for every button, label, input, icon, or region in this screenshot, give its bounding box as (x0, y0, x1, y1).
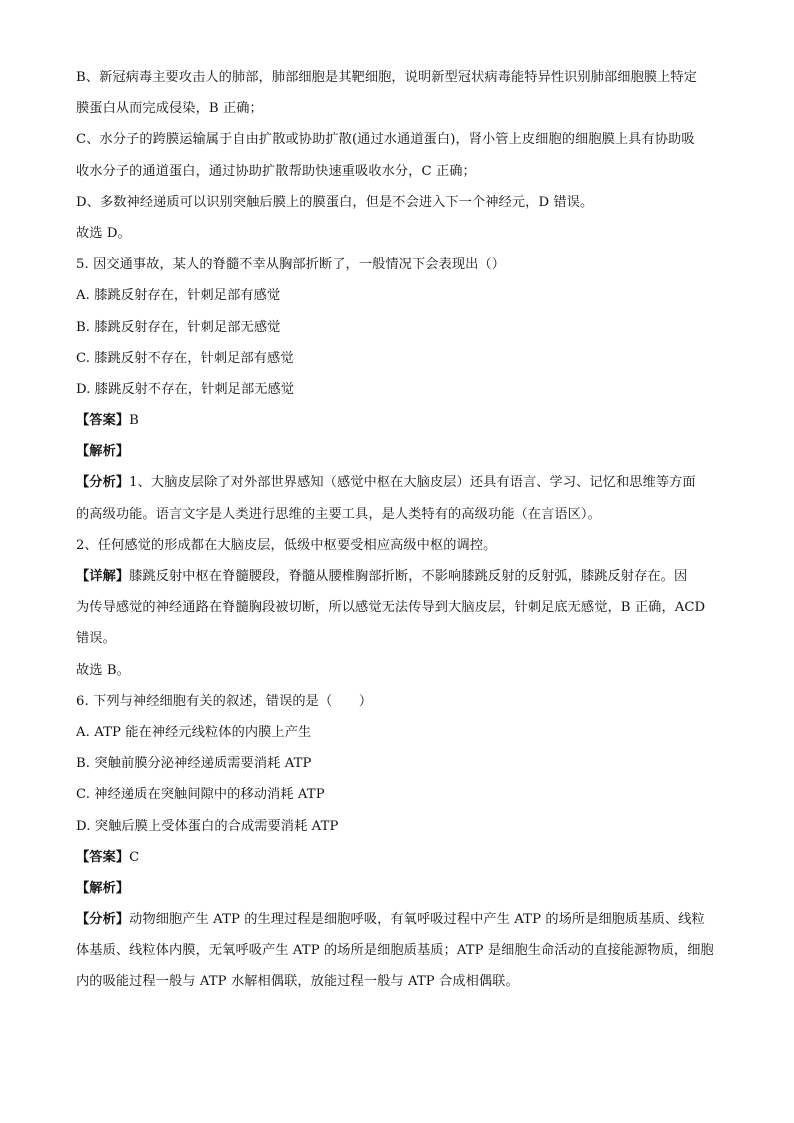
text-line (76, 779, 726, 810)
section-tag: 【分析】 (76, 475, 130, 491)
text-line (76, 966, 726, 997)
line-text: D. 突触后膜上受体蛋白的合成需要消耗 ATP (76, 818, 339, 834)
text-line (76, 842, 726, 873)
line-text: 膝跳反射中枢在脊髓腰段，脊髓从腰椎胸部折断，不影响膝跳反射的反射弧，膝跳反射存在。因 (129, 569, 688, 584)
text-line (76, 904, 726, 935)
text-line (76, 717, 726, 748)
line-text: 故选 B。 (76, 662, 130, 678)
text-line (76, 623, 726, 654)
text-line (76, 436, 726, 467)
text-line (76, 312, 726, 343)
line-text: 内的吸能过程一般与 ATP 水解相偶联，放能过程一般与 ATP 合成相偶联。 (76, 974, 519, 990)
line-text: 6. 下列与神经细胞有关的叙述，错误的是（ ） (76, 693, 373, 709)
text-line (76, 374, 726, 405)
document-page (76, 62, 726, 998)
line-text: A. 膝跳反射存在，针刺足部有感觉 (76, 288, 281, 304)
text-line (76, 935, 726, 966)
text-line (76, 124, 726, 155)
text-line (76, 280, 726, 311)
text-line (76, 499, 726, 530)
section-tag: 【答案】 (76, 413, 130, 429)
text-line (76, 218, 726, 249)
text-line (76, 873, 726, 904)
line-text: 体基质、线粒体内膜，无氧呼吸产生 ATP 的场所是细胞质基质；ATP 是细胞生命活动的直接能源物质，细胞 (76, 943, 714, 959)
text-line (76, 530, 726, 561)
text-line (76, 561, 726, 592)
text-line (76, 655, 726, 686)
line-text: 为传导感觉的神经通路在脊髓胸段被切断，所以感觉无法传导到大脑皮层，针刺足底无感觉，B 正确，ACD (76, 600, 706, 616)
line-text: D、多数神经递质可以识别突触后膜上的膜蛋白，但是不会进入下一个神经元，D 错误。 (76, 194, 594, 210)
text-line (76, 405, 726, 436)
section-tag: 【答案】 (76, 849, 130, 865)
line-text: 的高级功能。语言文字是人类进行思维的主要工具，是人类特有的高级功能（在言语区）。 (76, 506, 601, 522)
text-line (76, 686, 726, 717)
line-text: 故选 D。 (76, 225, 131, 241)
section-tag: 【详解】 (76, 569, 130, 584)
line-text: B. 膝跳反射存在，针刺足部无感觉 (76, 319, 281, 335)
line-text: 膜蛋白从而完成侵染，B 正确； (76, 101, 263, 117)
section-tag: 【分析】 (76, 912, 130, 928)
section-tag: 【解析】 (76, 444, 130, 460)
text-line (76, 343, 726, 374)
line-text: B. 突触前膜分泌神经递质需要消耗 ATP (76, 756, 312, 772)
text-line (76, 187, 726, 218)
line-text: A. ATP 能在神经元线粒体的内膜上产生 (76, 724, 312, 740)
line-text: C (129, 849, 140, 865)
text-line (76, 249, 726, 280)
line-text: 动物细胞产生 ATP 的生理过程是细胞呼吸，有氧呼吸过程中产生 ATP 的场所是细胞质基质、线粒 (129, 912, 705, 928)
line-text: C. 神经递质在突触间隙中的移动消耗 ATP (76, 787, 325, 803)
text-line (76, 592, 726, 623)
text-line (76, 811, 726, 842)
line-text: B (129, 413, 139, 429)
line-text: C. 膝跳反射不存在，针刺足部有感觉 (76, 350, 294, 366)
line-text: 2、任何感觉的形成都在大脑皮层，低级中枢要受相应高级中枢的调控。 (76, 537, 497, 553)
line-text: B、新冠病毒主要攻击人的肺部，肺部细胞是其靶细胞，说明新型冠状病毒能特异性识别肺部细胞膜上特定 (76, 70, 698, 85)
text-line (76, 93, 726, 124)
text-line (76, 62, 726, 93)
line-text: 错误。 (76, 631, 116, 647)
line-text: C、水分子的跨膜运输属于自由扩散或协助扩散(通过水通道蛋白)，肾小管上皮细胞的细胞膜上具有协助吸 (76, 132, 695, 148)
text-line (76, 156, 726, 187)
text-line (76, 467, 726, 498)
text-line (76, 748, 726, 779)
line-text: D. 膝跳反射不存在，针刺足部无感觉 (76, 381, 295, 397)
line-text: 1、大脑皮层除了对外部世界感知（感觉中枢在大脑皮层）还具有语言、学习、记忆和思维等方面 (129, 475, 696, 491)
section-tag: 【解析】 (76, 880, 130, 896)
line-text: 5. 因交通事故，某人的脊髓不幸从胸部折断了，一般情况下会表现出（） (76, 257, 505, 273)
line-text: 收水分子的通道蛋白，通过协助扩散帮助快速重吸收水分，C 正确； (76, 163, 476, 179)
